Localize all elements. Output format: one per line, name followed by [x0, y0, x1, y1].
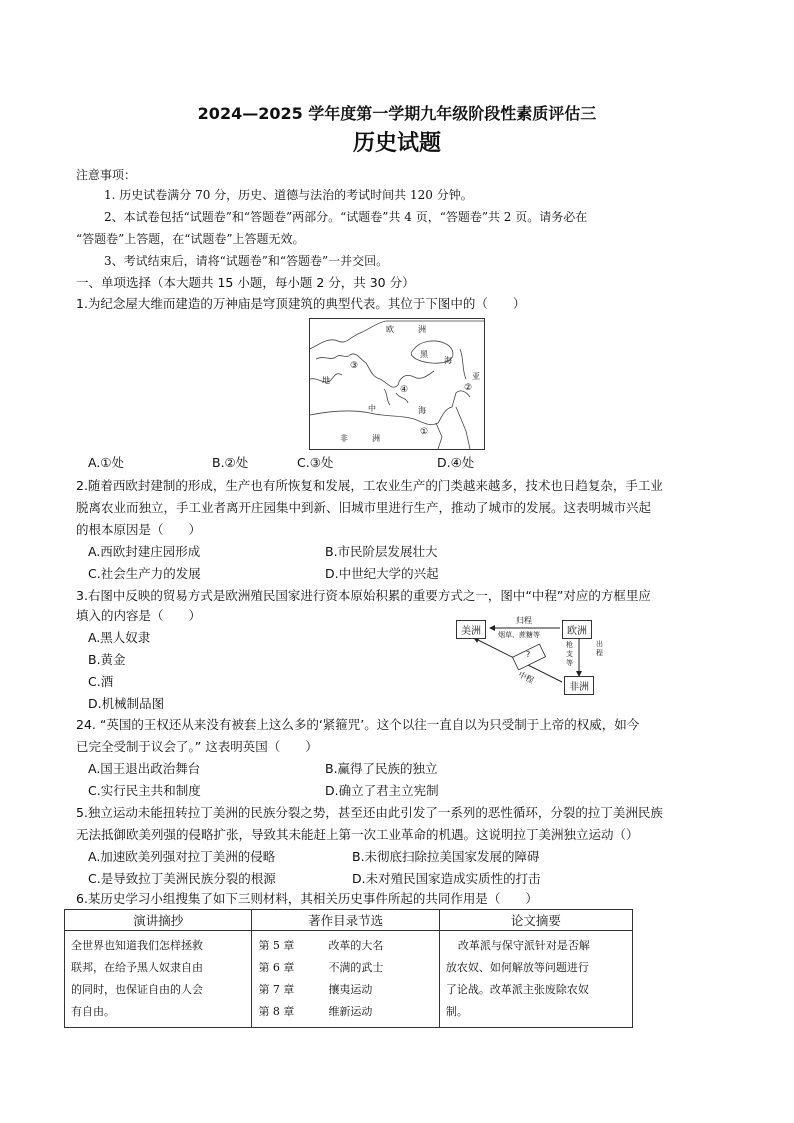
map-label: 洲: [372, 434, 380, 443]
q1-stem: 1.为纪念屋大维而建造的万神庙是穹顶建筑的典型代表。其位于下图中的（ ）: [76, 296, 526, 311]
toc-title: 不满的武士: [328, 961, 384, 974]
q3-option-d[interactable]: D.机械制品图: [88, 696, 165, 711]
toc-chapter: 第 5 章: [258, 939, 295, 952]
return-label: 归程: [516, 616, 532, 625]
map-label: 海: [444, 356, 452, 365]
q3-option-c[interactable]: C.酒: [88, 674, 114, 689]
q5-option-b[interactable]: B.未彻底扫除拉美国家发展的障碍: [352, 849, 540, 864]
subject-title: 历史试题: [352, 131, 441, 156]
map-marker-4: ④: [400, 385, 409, 395]
toc-entry: [258, 935, 432, 957]
toc-title: 攘夷运动: [328, 983, 373, 996]
q1-option-c[interactable]: C.③处: [297, 455, 334, 470]
europe-box: 欧洲: [562, 620, 592, 639]
note-item: 1. 历史试卷满分 70 分，历史、道德与法治的考试时间共 120 分钟。: [104, 188, 473, 202]
abstract-line: 制。: [445, 1005, 468, 1018]
americas-box: 美洲: [456, 620, 486, 639]
map-marker-1: ①: [420, 427, 429, 437]
map-marker-2: ②: [464, 383, 473, 393]
toc-entry: [258, 979, 432, 1001]
q2-stem-line: 的根本原因是（ ）: [76, 522, 202, 537]
q6-stem: 6.某历史学习小组搜集了如下三则材料，其相关历史事件所起的共同作用是（ ）: [76, 891, 538, 906]
speech-excerpt-cell: [65, 931, 252, 1028]
map-label: 黑: [420, 350, 428, 359]
q4-stem-line: 24. “英国的王权还从来没有被套上这么多的‘紧箍咒’。这个以往一直自以为只受制于上帝的权威，如今: [76, 717, 640, 732]
unknown-box-mark: ?: [526, 650, 531, 659]
outbound-label: 出程: [596, 640, 603, 657]
toc-title: 改革的大名: [328, 939, 384, 952]
notes-heading: 注意事项：: [76, 168, 137, 182]
map-label: 欧: [386, 325, 394, 334]
toc-chapter: 第 6 章: [258, 961, 295, 974]
q3-option-b[interactable]: B.黄金: [88, 652, 126, 667]
table-header: 著作目录节选: [252, 910, 439, 931]
triangle-trade-diagram: [450, 614, 610, 694]
toc-entry: [258, 1001, 432, 1023]
toc-chapter: 第 8 章: [258, 1005, 295, 1018]
guns-label: 支: [566, 650, 573, 658]
q2-option-a[interactable]: A.西欧封建庄园形成: [88, 544, 201, 559]
q1-option-a[interactable]: A.①处: [88, 455, 125, 470]
q4-option-c[interactable]: C.实行民主共和制度: [88, 783, 201, 798]
table-header: 论文摘要: [439, 910, 632, 931]
q2-option-b[interactable]: B.市民阶层发展壮大: [325, 544, 438, 559]
toc-chapter: 第 7 章: [258, 983, 295, 996]
note-item: “答题卷”上答题，在“试题卷”上答题无效。: [76, 232, 305, 246]
q5-option-d[interactable]: D.未对殖民国家造成实质性的打击: [352, 871, 541, 886]
q2-stem-line: 脱离农业而独立，手工业者离开庄园集中到新、旧城市里进行生产，推动了城市的发展。这表明城市兴起: [76, 500, 652, 515]
goods-label: 烟草、蔗糖等: [498, 631, 540, 639]
note-item: 3、考试结束后，请将“试题卷”和“答题卷”一并交回。: [104, 254, 389, 268]
abstract-cell: [439, 931, 632, 1028]
q5-option-a[interactable]: A.加速欧美列强对拉丁美洲的侵略: [88, 849, 276, 864]
map-outline: [310, 319, 484, 449]
section-heading: 一、单项选择（本大题共 15 小题，每小题 2 分，共 30 分）: [76, 275, 415, 290]
toc-entry: [258, 957, 432, 979]
q5-stem-line: 无法抵御欧美列强的侵略扩张，导致其未能赶上第一次工业革命的机遇。这说明拉丁美洲独立运动（）: [76, 827, 639, 842]
map-label: 亚: [472, 372, 480, 381]
toc-excerpt-cell: [252, 931, 439, 1028]
speech-line: 全世界也知道我们怎样拯救: [71, 939, 203, 952]
q4-stem-line: 已完全受制于议会了。” 这表明英国（ ）: [76, 739, 318, 754]
map-label: 地: [322, 376, 330, 385]
map-label: 非: [340, 434, 348, 443]
table-header-row: [65, 910, 633, 931]
middle-passage-label: 中程: [516, 669, 536, 686]
map-marker-3: ③: [350, 361, 359, 371]
guns-label: 枪: [566, 641, 573, 649]
speech-line: 联邦，在给予黑人奴隶自由: [71, 961, 203, 974]
abstract-line: 改革派与保守派针对是否解: [457, 939, 590, 952]
map-label: 中: [368, 404, 376, 413]
toc-title: 维新运动: [328, 1005, 373, 1018]
africa-box: 非洲: [564, 676, 594, 695]
map-label: 海: [418, 406, 426, 415]
q2-stem-line: 2.随着西欧封建制的形成，生产也有所恢复和发展，工农业生产的门类越来越多，技术也日趋复杂，手工业: [76, 478, 663, 493]
abstract-line: 了论战。改革派主张废除农奴: [445, 983, 589, 996]
note-item: 2、本试卷包括“试题卷”和“答题卷”两部分。“试题卷”共 4 页，“答题卷”共 2 页。请务必在: [104, 210, 588, 224]
exam-title: 2024—2025 学年度第一学期九年级阶段性素质评估三: [197, 104, 597, 123]
q5-option-c[interactable]: C.是导致拉丁美洲民族分裂的根源: [88, 871, 276, 886]
q4-option-b[interactable]: B.赢得了民族的独立: [325, 761, 438, 776]
q2-option-d[interactable]: D.中世纪大学的兴起: [325, 566, 439, 581]
q1-option-b[interactable]: B.②处: [212, 455, 249, 470]
table-row: [65, 931, 633, 1028]
q4-option-d[interactable]: D.确立了君主立宪制: [325, 783, 439, 798]
q1-option-d[interactable]: D.④处: [437, 455, 475, 470]
abstract-line: 放农奴、如何解放等问题进行: [445, 961, 589, 974]
q3-stem-line: 填入的内容是（ ）: [76, 608, 202, 623]
q6-materials-table: [64, 909, 633, 1028]
speech-line: 的同时，也保证自由的人会: [71, 983, 203, 996]
guns-label: 等: [566, 659, 573, 667]
q5-stem-line: 5.独立运动未能扭转拉丁美洲的民族分裂之势，甚至还由此引发了一系列的恶性循环，分裂的拉丁美洲民族: [76, 805, 663, 820]
q3-option-a[interactable]: A.黑人奴隶: [88, 630, 151, 645]
q4-option-a[interactable]: A.国王退出政治舞台: [88, 761, 201, 776]
table-header: 演讲摘抄: [65, 910, 252, 931]
map-label: 洲: [418, 325, 426, 334]
q3-stem-line: 3.右图中反映的贸易方式是欧洲殖民国家进行资本原始积累的重要方式之一，图中“中程”对应的方框里应: [76, 588, 651, 603]
q2-option-c[interactable]: C.社会生产力的发展: [88, 566, 201, 581]
speech-line: 有自由。: [71, 1005, 115, 1018]
mediterranean-map: [309, 318, 485, 450]
